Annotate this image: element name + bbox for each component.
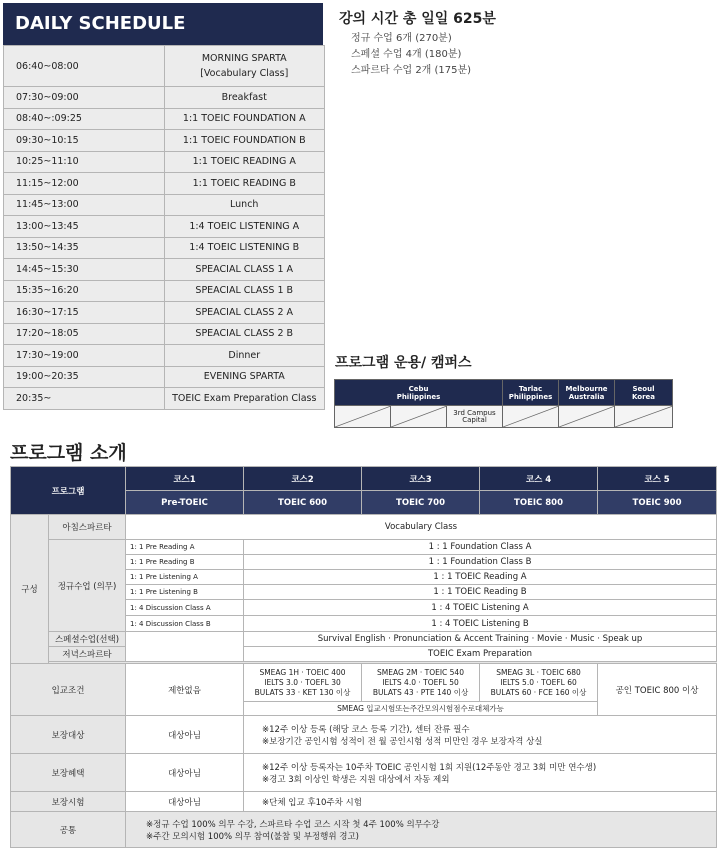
schedule-row bbox=[4, 302, 325, 324]
regular-class: 1 : 4 TOEIC Listening B bbox=[244, 616, 717, 632]
schedule-row bbox=[4, 259, 325, 281]
campus-header-cebu: Cebu Philippines bbox=[335, 380, 503, 406]
program-table bbox=[10, 466, 717, 848]
schedule-row bbox=[4, 194, 325, 216]
common-text: ※정규 수업 100% 의무 수강, 스파르타 수업 코스 시작 첫 4주 100% 의무수강 ※주간 모의시험 100% 의무 참여(불참 및 부정행위 경고) bbox=[126, 812, 717, 848]
benefit-text: ※12주 이상 등록자는 10주차 TOEIC 공인시험 1회 지원(12주동안 경고 3회 미만 연수생) ※경고 3회 이상인 학생은 지원 대상에서 자동 제외 bbox=[244, 754, 717, 792]
special-empty bbox=[126, 632, 244, 662]
schedule-time: 10:25~11:10 bbox=[4, 151, 165, 173]
schedule-activity: 1:1 TOEIC READING A bbox=[164, 151, 325, 173]
schedule-row bbox=[4, 280, 325, 302]
schedule-time: 08:40~:09:25 bbox=[4, 108, 165, 130]
morning-sparta-label: 아침스파르타 bbox=[49, 515, 126, 540]
schedule-activity: 1:1 TOEIC FOUNDATION A bbox=[164, 108, 325, 130]
schedule-time: 13:50~14:35 bbox=[4, 237, 165, 259]
program-title: 프로그램 소개 bbox=[10, 442, 127, 464]
schedule-activity: 1:1 TOEIC READING B bbox=[164, 173, 325, 195]
schedule-row bbox=[4, 345, 325, 367]
schedule-row bbox=[4, 237, 325, 259]
common-label: 공통 bbox=[11, 812, 126, 848]
course-name: TOEIC 700 bbox=[362, 491, 480, 515]
entry-cond-2: SMEAG 1H · TOEIC 400 IELTS 3.0 · TOEFL 30 BULATS 33 · KET 130 이상 bbox=[244, 664, 362, 702]
schedule-time: 15:35~16:20 bbox=[4, 280, 165, 302]
course-name: TOEIC 600 bbox=[244, 491, 362, 515]
target-text: ※12주 이상 등록 (해당 코스 등록 기간), 센터 잔류 필수 ※보장기간 공인시험 성적이 전 월 공인시험 성적 미만인 경우 보장자격 상실 bbox=[244, 716, 717, 754]
schedule-row bbox=[4, 323, 325, 345]
campus-table bbox=[334, 379, 673, 428]
regular-class: 1 : 1 TOEIC Reading A bbox=[244, 570, 717, 585]
not-target: 대상아님 bbox=[126, 754, 244, 792]
schedule-activity: SPEACIAL CLASS 2 A bbox=[164, 302, 325, 324]
schedule-time: 16:30~17:15 bbox=[4, 302, 165, 324]
entry-cond-5: 공인 TOEIC 800 이상 bbox=[598, 664, 717, 716]
pre-class: 1: 4 Discussion Class B bbox=[126, 616, 244, 632]
composition-label: 구성 bbox=[11, 515, 49, 664]
course-header: 코스 4 bbox=[480, 467, 598, 491]
entry-label: 입교조건 bbox=[11, 664, 126, 716]
schedule-activity: Lunch bbox=[164, 194, 325, 216]
schedule-time: 11:45~13:00 bbox=[4, 194, 165, 216]
regular-class: 1 : 1 Foundation Class A bbox=[244, 540, 717, 555]
schedule-row bbox=[4, 130, 325, 152]
schedule-activity: MORNING SPARTA [Vocabulary Class] bbox=[164, 46, 325, 87]
schedule-activity: SPEACIAL CLASS 1 B bbox=[164, 280, 325, 302]
schedule-row bbox=[4, 216, 325, 238]
campus-cell bbox=[335, 406, 391, 428]
campus-cell bbox=[391, 406, 447, 428]
not-target: 대상아님 bbox=[126, 716, 244, 754]
schedule-time: 06:40~08:00 bbox=[4, 46, 165, 87]
guarantee-target-label: 보장대상 bbox=[11, 716, 126, 754]
schedule-time: 19:00~20:35 bbox=[4, 366, 165, 388]
schedule-time: 11:15~12:00 bbox=[4, 173, 165, 195]
regular-class: 1 : 1 TOEIC Reading B bbox=[244, 585, 717, 600]
schedule-activity: 1:4 TOEIC LISTENING B bbox=[164, 237, 325, 259]
schedule-time: 07:30~09:00 bbox=[4, 87, 165, 109]
schedule-title: DAILY SCHEDULE bbox=[3, 3, 323, 45]
schedule-time: 17:20~18:05 bbox=[4, 323, 165, 345]
summary-line: 정규 수업 6개 (270분) bbox=[351, 33, 452, 44]
schedule-time: 09:30~10:15 bbox=[4, 130, 165, 152]
pre-class: 1: 4 Discussion Class A bbox=[126, 600, 244, 616]
course-name: TOEIC 800 bbox=[480, 491, 598, 515]
course-name: TOEIC 900 bbox=[598, 491, 717, 515]
schedule-activity: SPEACIAL CLASS 2 B bbox=[164, 323, 325, 345]
schedule-activity: 1:1 TOEIC FOUNDATION B bbox=[164, 130, 325, 152]
schedule-activity: TOEIC Exam Preparation Class bbox=[164, 388, 325, 410]
course-header: 코스2 bbox=[244, 467, 362, 491]
campus-cell bbox=[503, 406, 559, 428]
campus-title: 프로그램 운용/ 캠퍼스 bbox=[335, 355, 472, 371]
course-header: 코스3 bbox=[362, 467, 480, 491]
campus-cell bbox=[615, 406, 673, 428]
guarantee-benefit-label: 보장혜택 bbox=[11, 754, 126, 792]
daily-schedule-table bbox=[3, 3, 325, 410]
entry-no-limit: 제한없음 bbox=[126, 664, 244, 716]
campus-header-tarlac: Tarlac Philippines bbox=[503, 380, 559, 406]
summary-line: 스페셜 수업 4개 (180분) bbox=[351, 49, 462, 60]
schedule-activity: Dinner bbox=[164, 345, 325, 367]
schedule-row bbox=[4, 151, 325, 173]
vocab-class: Vocabulary Class bbox=[126, 515, 717, 540]
pre-class: 1: 1 Pre Listening B bbox=[126, 585, 244, 600]
not-target: 대상아님 bbox=[126, 792, 244, 812]
campus-header-seoul: Seoul Korea bbox=[615, 380, 673, 406]
schedule-row bbox=[4, 366, 325, 388]
summary-line: 스파르타 수업 2개 (175분) bbox=[351, 65, 472, 76]
schedule-activity: SPEACIAL CLASS 1 A bbox=[164, 259, 325, 281]
pre-class: 1: 1 Pre Reading B bbox=[126, 555, 244, 570]
schedule-row bbox=[4, 173, 325, 195]
campus-header-melbourne: Melbourne Australia bbox=[559, 380, 615, 406]
lecture-summary bbox=[339, 8, 496, 79]
schedule-row bbox=[4, 46, 325, 87]
entry-cond-4: SMEAG 3L · TOEIC 680 IELTS 5.0 · TOEFL 60 BULATS 60 · FCE 160 이상 bbox=[480, 664, 598, 702]
pre-class: 1: 1 Pre Listening A bbox=[126, 570, 244, 585]
entry-note: SMEAG 입교시험또는주간모의시험점수로대체가능 bbox=[244, 702, 598, 716]
schedule-time: 13:00~13:45 bbox=[4, 216, 165, 238]
course-name: Pre-TOEIC bbox=[126, 491, 244, 515]
schedule-activity: Breakfast bbox=[164, 87, 325, 109]
schedule-time: 20:35~ bbox=[4, 388, 165, 410]
schedule-row bbox=[4, 388, 325, 410]
course-header: 코스1 bbox=[126, 467, 244, 491]
regular-class: 1 : 1 Foundation Class B bbox=[244, 555, 717, 570]
campus-cell-capital: 3rd Campus Capital bbox=[447, 406, 503, 428]
special-class-label: 스페셜수업(선택) bbox=[49, 632, 126, 647]
pre-class: 1: 1 Pre Reading A bbox=[126, 540, 244, 555]
schedule-activity: 1:4 TOEIC LISTENING A bbox=[164, 216, 325, 238]
schedule-time: 14:45~15:30 bbox=[4, 259, 165, 281]
evening-sparta-label: 저녁스파르타 bbox=[49, 647, 126, 662]
schedule-activity: EVENING SPARTA bbox=[164, 366, 325, 388]
schedule-row bbox=[4, 87, 325, 109]
special-class: Survival English · Pronunciation & Accent Training · Movie · Music · Speak up bbox=[244, 632, 717, 647]
guarantee-exam-label: 보장시험 bbox=[11, 792, 126, 812]
schedule-time: 17:30~19:00 bbox=[4, 345, 165, 367]
campus-cell bbox=[559, 406, 615, 428]
exam-text: ※단체 입교 후10주차 시험 bbox=[244, 792, 717, 812]
evening-sparta: TOEIC Exam Preparation bbox=[244, 647, 717, 662]
regular-class-label: 정규수업 (의무) bbox=[49, 540, 126, 632]
regular-class: 1 : 4 TOEIC Listening A bbox=[244, 600, 717, 616]
summary-heading: 강의 시간 총 일일 625분 bbox=[339, 11, 496, 27]
entry-cond-3: SMEAG 2M · TOEIC 540 IELTS 4.0 · TOEFL 50 BULATS 43 · PTE 140 이상 bbox=[362, 664, 480, 702]
schedule-row bbox=[4, 108, 325, 130]
program-label: 프로그램 bbox=[11, 467, 126, 515]
course-header: 코스 5 bbox=[598, 467, 717, 491]
